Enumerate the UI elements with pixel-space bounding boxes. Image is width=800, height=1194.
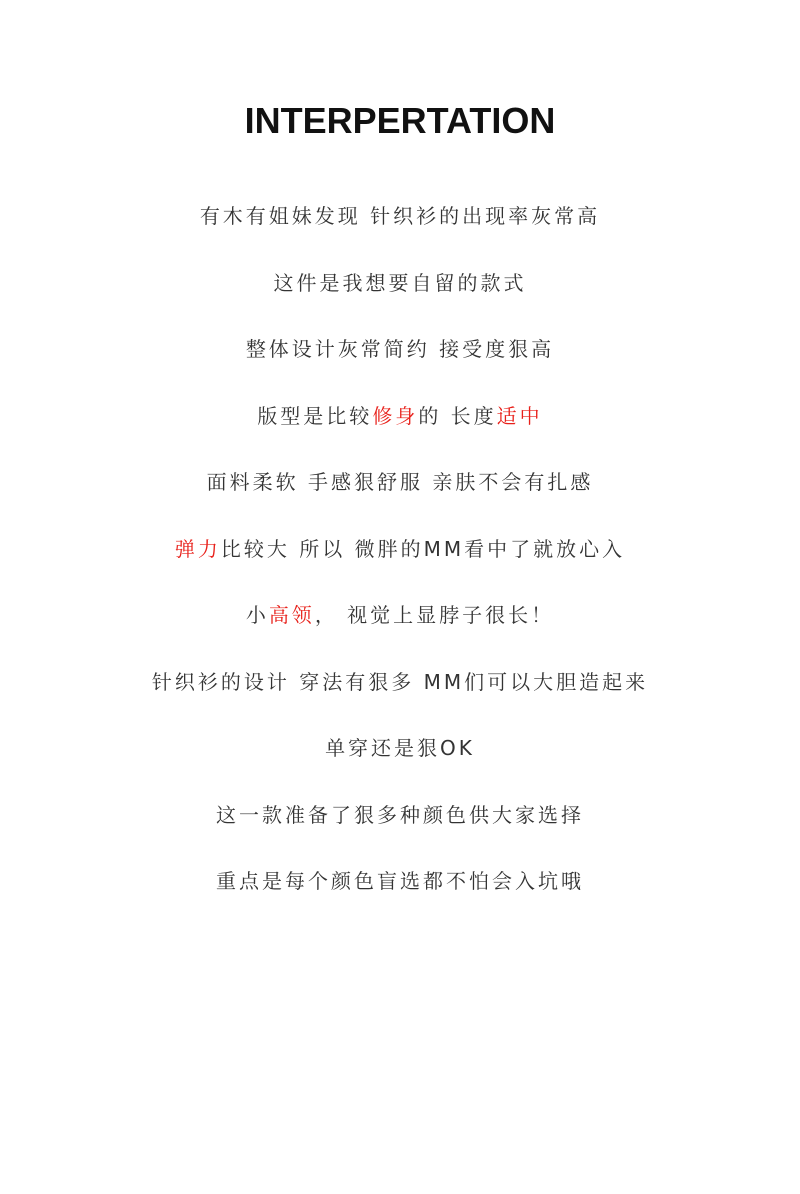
text-line-1 (0, 198, 800, 265)
body-text: 有木有姐妹发现 针织衫的出现率灰常高 (199, 204, 601, 228)
text-line-5 (0, 464, 800, 531)
text-line-6 (0, 531, 800, 598)
highlight-text: 修身 (372, 403, 419, 428)
highlight-text: 高领 (268, 603, 315, 627)
text-line-4 (0, 398, 800, 465)
text-line-10 (0, 797, 800, 864)
body-text: 这件是我想要自留的款式 (273, 270, 527, 295)
body-text: 这一款准备了狠多种颜色供大家选择 (216, 802, 584, 827)
body-text: 小 (245, 603, 269, 627)
body-text: 重点是每个颜色盲选都不怕会入坑哦 (216, 869, 584, 893)
text-line-3 (0, 331, 800, 398)
text-line-9 (0, 730, 800, 797)
highlight-text: 适中 (496, 403, 543, 428)
text-line-11 (0, 863, 800, 930)
body-text: 单穿还是狠OK (325, 736, 475, 760)
body-text: 比较大 所以 微胖的MM看中了就放心入 (220, 536, 626, 561)
body-text: ， 视觉上显脖子很长！ (314, 603, 555, 627)
body-text: 针织衫的设计 穿法有狠多 MM们可以大胆造起来 (151, 669, 649, 694)
body-text: 面料柔软 手感狠舒服 亲肤不会有扎感 (206, 470, 594, 494)
page-title: INTERPERTATION (244, 100, 556, 141)
body-text: 的 长度 (418, 403, 497, 428)
text-line-7 (0, 597, 800, 664)
body-text: 版型是比较 (257, 403, 373, 428)
highlight-text: 弹力 (174, 536, 221, 561)
body-text: 整体设计灰常简约 接受度狠高 (245, 337, 555, 361)
text-line-8 (0, 664, 800, 731)
text-line-2 (0, 265, 800, 332)
description-text-block (0, 198, 800, 930)
